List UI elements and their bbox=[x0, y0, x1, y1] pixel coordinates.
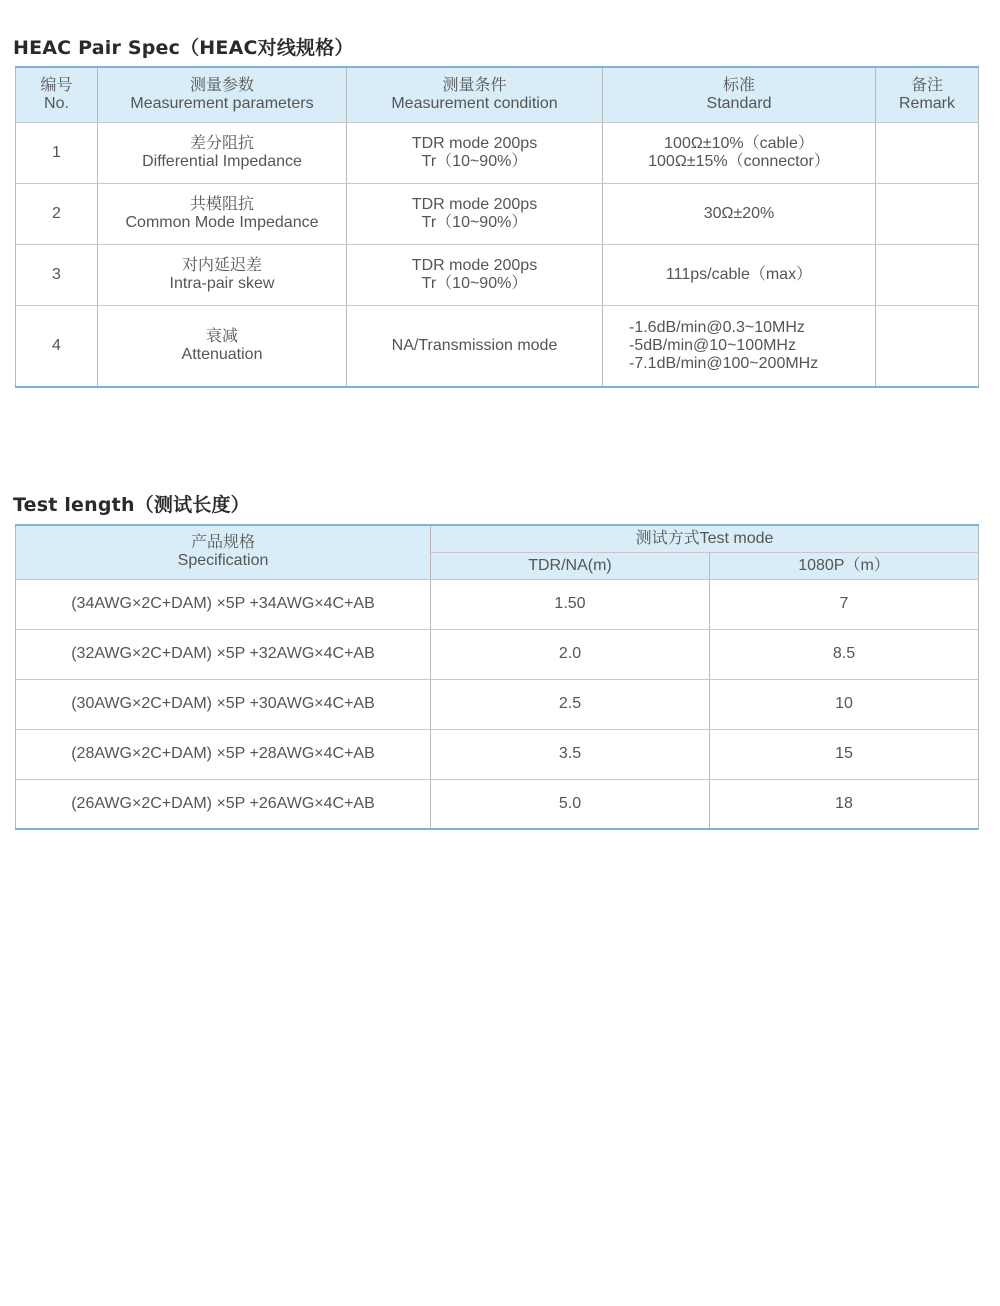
header-no: 编号 No. bbox=[16, 67, 98, 122]
table-row bbox=[16, 629, 979, 679]
cell-remark bbox=[876, 305, 979, 387]
table-row bbox=[16, 244, 979, 305]
cell-tdr-na: 2.5 bbox=[431, 679, 710, 729]
header-standard: 标准 Standard bbox=[603, 67, 876, 122]
cell-1080p: 18 bbox=[710, 779, 979, 829]
table-row bbox=[16, 183, 979, 244]
cell-no: 2 bbox=[16, 183, 98, 244]
header-specification: 产品规格 Specification bbox=[16, 525, 431, 579]
cell-specification: (26AWG×2C+DAM) ×5P +26AWG×4C+AB bbox=[16, 779, 431, 829]
cell-specification: (30AWG×2C+DAM) ×5P +30AWG×4C+AB bbox=[16, 679, 431, 729]
cell-parameter: 衰减 Attenuation bbox=[98, 305, 347, 387]
test-length-table bbox=[15, 524, 979, 830]
cell-parameter: 差分阻抗 Differential Impedance bbox=[98, 122, 347, 183]
heac-pair-spec-title: HEAC Pair Spec（HEAC对线规格） bbox=[13, 37, 354, 59]
cell-parameter: 对内延迟差 Intra-pair skew bbox=[98, 244, 347, 305]
cell-condition: TDR mode 200ps Tr（10~90%） bbox=[347, 122, 603, 183]
cell-no: 3 bbox=[16, 244, 98, 305]
table-row bbox=[16, 729, 979, 779]
table-row bbox=[16, 579, 979, 629]
table-row bbox=[16, 305, 979, 387]
cell-tdr-na: 3.5 bbox=[431, 729, 710, 779]
cell-condition: TDR mode 200ps Tr（10~90%） bbox=[347, 183, 603, 244]
cell-parameter: 共模阻抗 Common Mode Impedance bbox=[98, 183, 347, 244]
cell-no: 4 bbox=[16, 305, 98, 387]
cell-1080p: 10 bbox=[710, 679, 979, 729]
cell-standard: 30Ω±20% bbox=[603, 183, 876, 244]
cell-condition: TDR mode 200ps Tr（10~90%） bbox=[347, 244, 603, 305]
table-row bbox=[16, 779, 979, 829]
cell-standard: 111ps/cable（max） bbox=[603, 244, 876, 305]
test-length-title: Test length（测试长度） bbox=[13, 494, 250, 516]
cell-remark bbox=[876, 183, 979, 244]
cell-remark bbox=[876, 244, 979, 305]
cell-1080p: 8.5 bbox=[710, 629, 979, 679]
cell-specification: (32AWG×2C+DAM) ×5P +32AWG×4C+AB bbox=[16, 629, 431, 679]
header-test-mode: 测试方式Test mode bbox=[431, 525, 979, 552]
cell-1080p: 7 bbox=[710, 579, 979, 629]
cell-condition: NA/Transmission mode bbox=[347, 305, 603, 387]
table-row bbox=[16, 122, 979, 183]
cell-remark bbox=[876, 122, 979, 183]
cell-no: 1 bbox=[16, 122, 98, 183]
header-measurement-parameters: 测量参数 Measurement parameters bbox=[98, 67, 347, 122]
cell-specification: (34AWG×2C+DAM) ×5P +34AWG×4C+AB bbox=[16, 579, 431, 629]
header-remark: 备注 Remark bbox=[876, 67, 979, 122]
heac-pair-spec-table bbox=[15, 66, 979, 388]
header-tdr-na: TDR/NA(m) bbox=[431, 552, 710, 579]
table-header-row bbox=[16, 525, 979, 552]
header-1080p: 1080P（m） bbox=[710, 552, 979, 579]
cell-1080p: 15 bbox=[710, 729, 979, 779]
cell-standard: -1.6dB/min@0.3~10MHz -5dB/min@10~100MHz -7.1dB/min@100~200MHz bbox=[603, 305, 876, 387]
cell-tdr-na: 5.0 bbox=[431, 779, 710, 829]
cell-specification: (28AWG×2C+DAM) ×5P +28AWG×4C+AB bbox=[16, 729, 431, 779]
cell-tdr-na: 1.50 bbox=[431, 579, 710, 629]
cell-standard: 100Ω±10%（cable） 100Ω±15%（connector） bbox=[603, 122, 876, 183]
table-row bbox=[16, 679, 979, 729]
table-header-row bbox=[16, 67, 979, 122]
header-measurement-condition: 测量条件 Measurement condition bbox=[347, 67, 603, 122]
cell-tdr-na: 2.0 bbox=[431, 629, 710, 679]
